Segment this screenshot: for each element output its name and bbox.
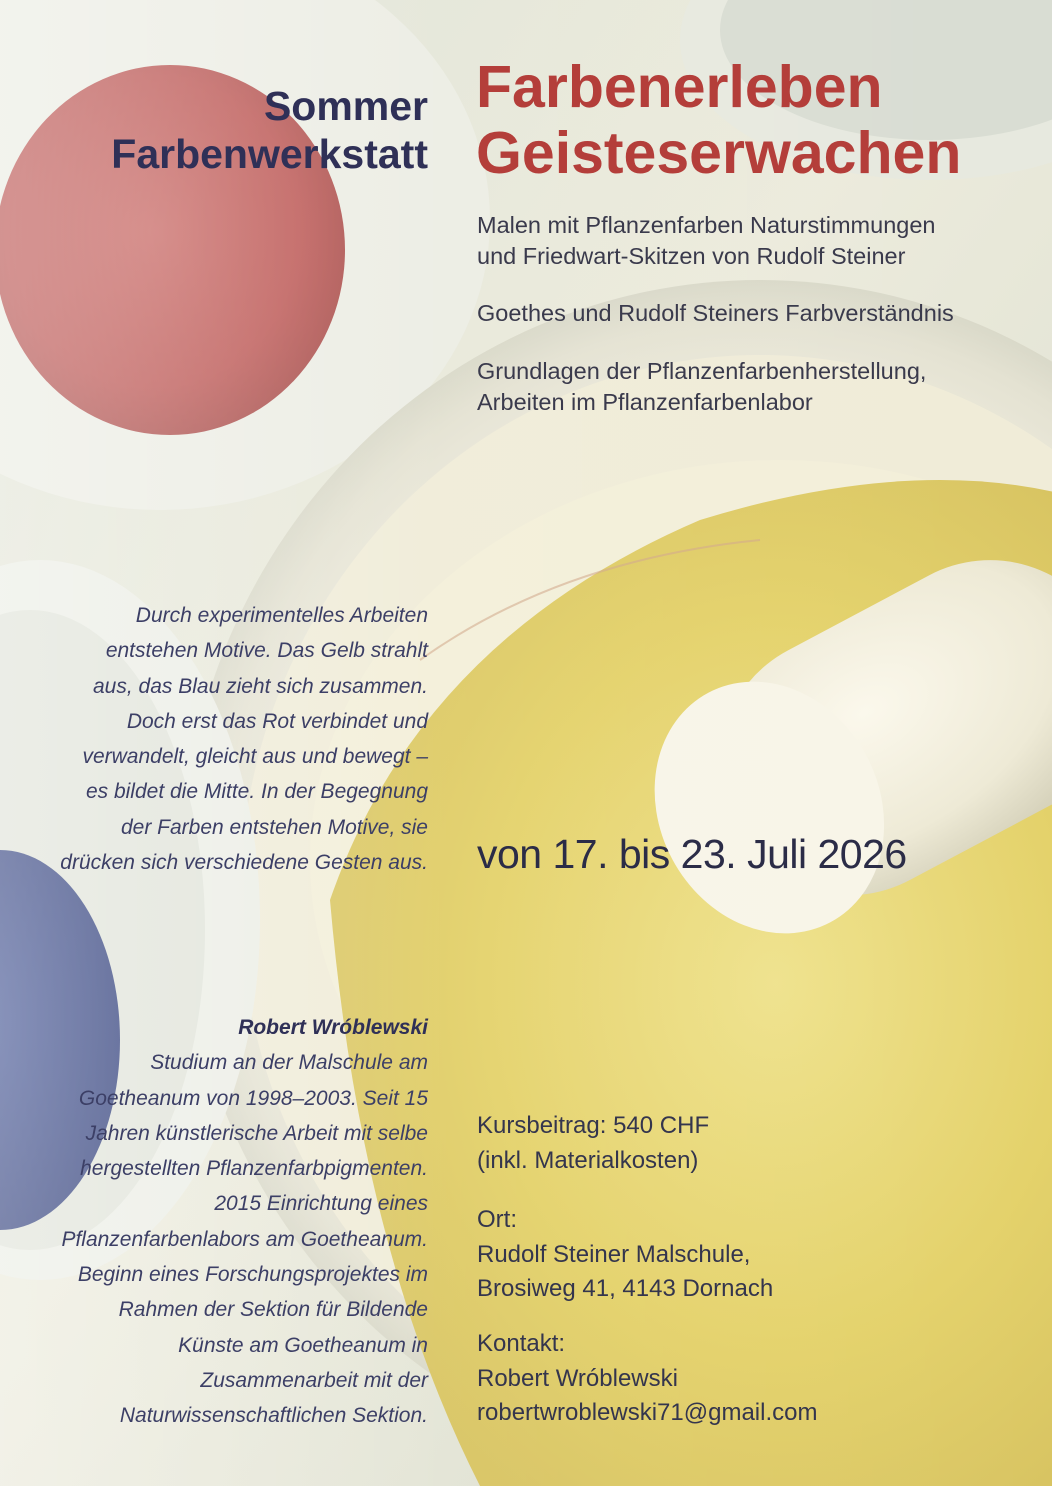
topic-2-line-1: Goethes und Rudolf Steiners Farbverständnis [477, 300, 954, 326]
instructor-name: Robert Wróblewski [238, 1016, 428, 1039]
topic-1-line-1: Malen mit Pflanzenfarben Naturstimmungen [477, 212, 936, 238]
topic-3-line-2: Arbeiten im Pflanzenfarbenlabor [477, 389, 813, 415]
bio-line: Künste am Goetheanum in [178, 1333, 428, 1357]
fee-note: (inkl. Materialkosten) [477, 1146, 699, 1174]
bio-line: Goetheanum von 1998–2003. Seit 15 [78, 1086, 428, 1110]
quote-line: entstehen Motive. Das Gelb strahlt [105, 639, 428, 663]
contact-email[interactable]: robertwroblewski71@gmail.com [477, 1399, 818, 1426]
bio-line: hergestellten Pflanzenfarbpigmenten. [80, 1157, 428, 1181]
side-title-line-1: Sommer [263, 83, 428, 129]
event-dates: von 17. bis 23. Juli 2026 [477, 831, 907, 877]
topic-1-line-2: und Friedwart-Skitzen von Rudolf Steiner [477, 243, 906, 269]
bio-line: Jahren künstlerische Arbeit mit selbe [85, 1121, 428, 1145]
quote-line: der Farben entstehen Motive, sie [120, 815, 428, 839]
quote-line: es bildet die Mitte. In der Begegnung [85, 780, 428, 804]
topic-color-theory [477, 298, 1037, 329]
bio-line: 2015 Einrichtung eines [214, 1192, 428, 1216]
venue [477, 1203, 1037, 1307]
venue-name: Rudolf Steiner Malschule, [477, 1240, 751, 1268]
topic-painting [477, 210, 1037, 272]
bio-line: Rahmen der Sektion für Bildende [118, 1298, 428, 1322]
main-title-line-2: Geisteserwachen [476, 120, 962, 186]
quote-line: Durch experimentelles Arbeiten [135, 604, 428, 627]
instructor-bio [24, 1010, 428, 1434]
bio-line: Zusammenarbeit mit der [200, 1368, 428, 1392]
venue-label: Ort: [477, 1206, 517, 1233]
course-fee [477, 1109, 1037, 1178]
contact [477, 1327, 1037, 1431]
main-title [476, 54, 1036, 186]
topic-3-line-1: Grundlagen der Pflanzenfarbenherstellung, [477, 358, 927, 384]
contact-label: Kontakt: [477, 1330, 566, 1357]
quote-line: Doch erst das Rot verbindet und [126, 709, 428, 733]
main-title-line-1: Farbenerleben [476, 54, 883, 120]
quote-line: drücken sich verschiedene Gesten aus. [60, 851, 428, 875]
bio-line: Pflanzenfarbenlabors am Goetheanum. [61, 1227, 428, 1251]
bio-line: Naturwissenschaftlichen Sektion. [119, 1404, 428, 1428]
side-title-line-2: Farbenwerkstatt [111, 131, 428, 177]
fee-amount: Kursbeitrag: 540 CHF [477, 1112, 710, 1139]
quote-line: verwandelt, gleicht aus und bewegt – [82, 745, 428, 769]
quote-line: aus, das Blau zieht sich zusammen. [93, 674, 428, 698]
bio-line: Beginn eines Forschungsprojektes im [77, 1263, 428, 1287]
workshop-side-title [40, 82, 428, 178]
contact-name: Robert Wróblewski [477, 1364, 678, 1392]
topic-pigment-lab [477, 356, 1037, 418]
intro-quote [24, 598, 428, 880]
bio-line: Studium an der Malschule am [150, 1051, 428, 1075]
venue-address: Brosiweg 41, 4143 Dornach [477, 1275, 774, 1302]
